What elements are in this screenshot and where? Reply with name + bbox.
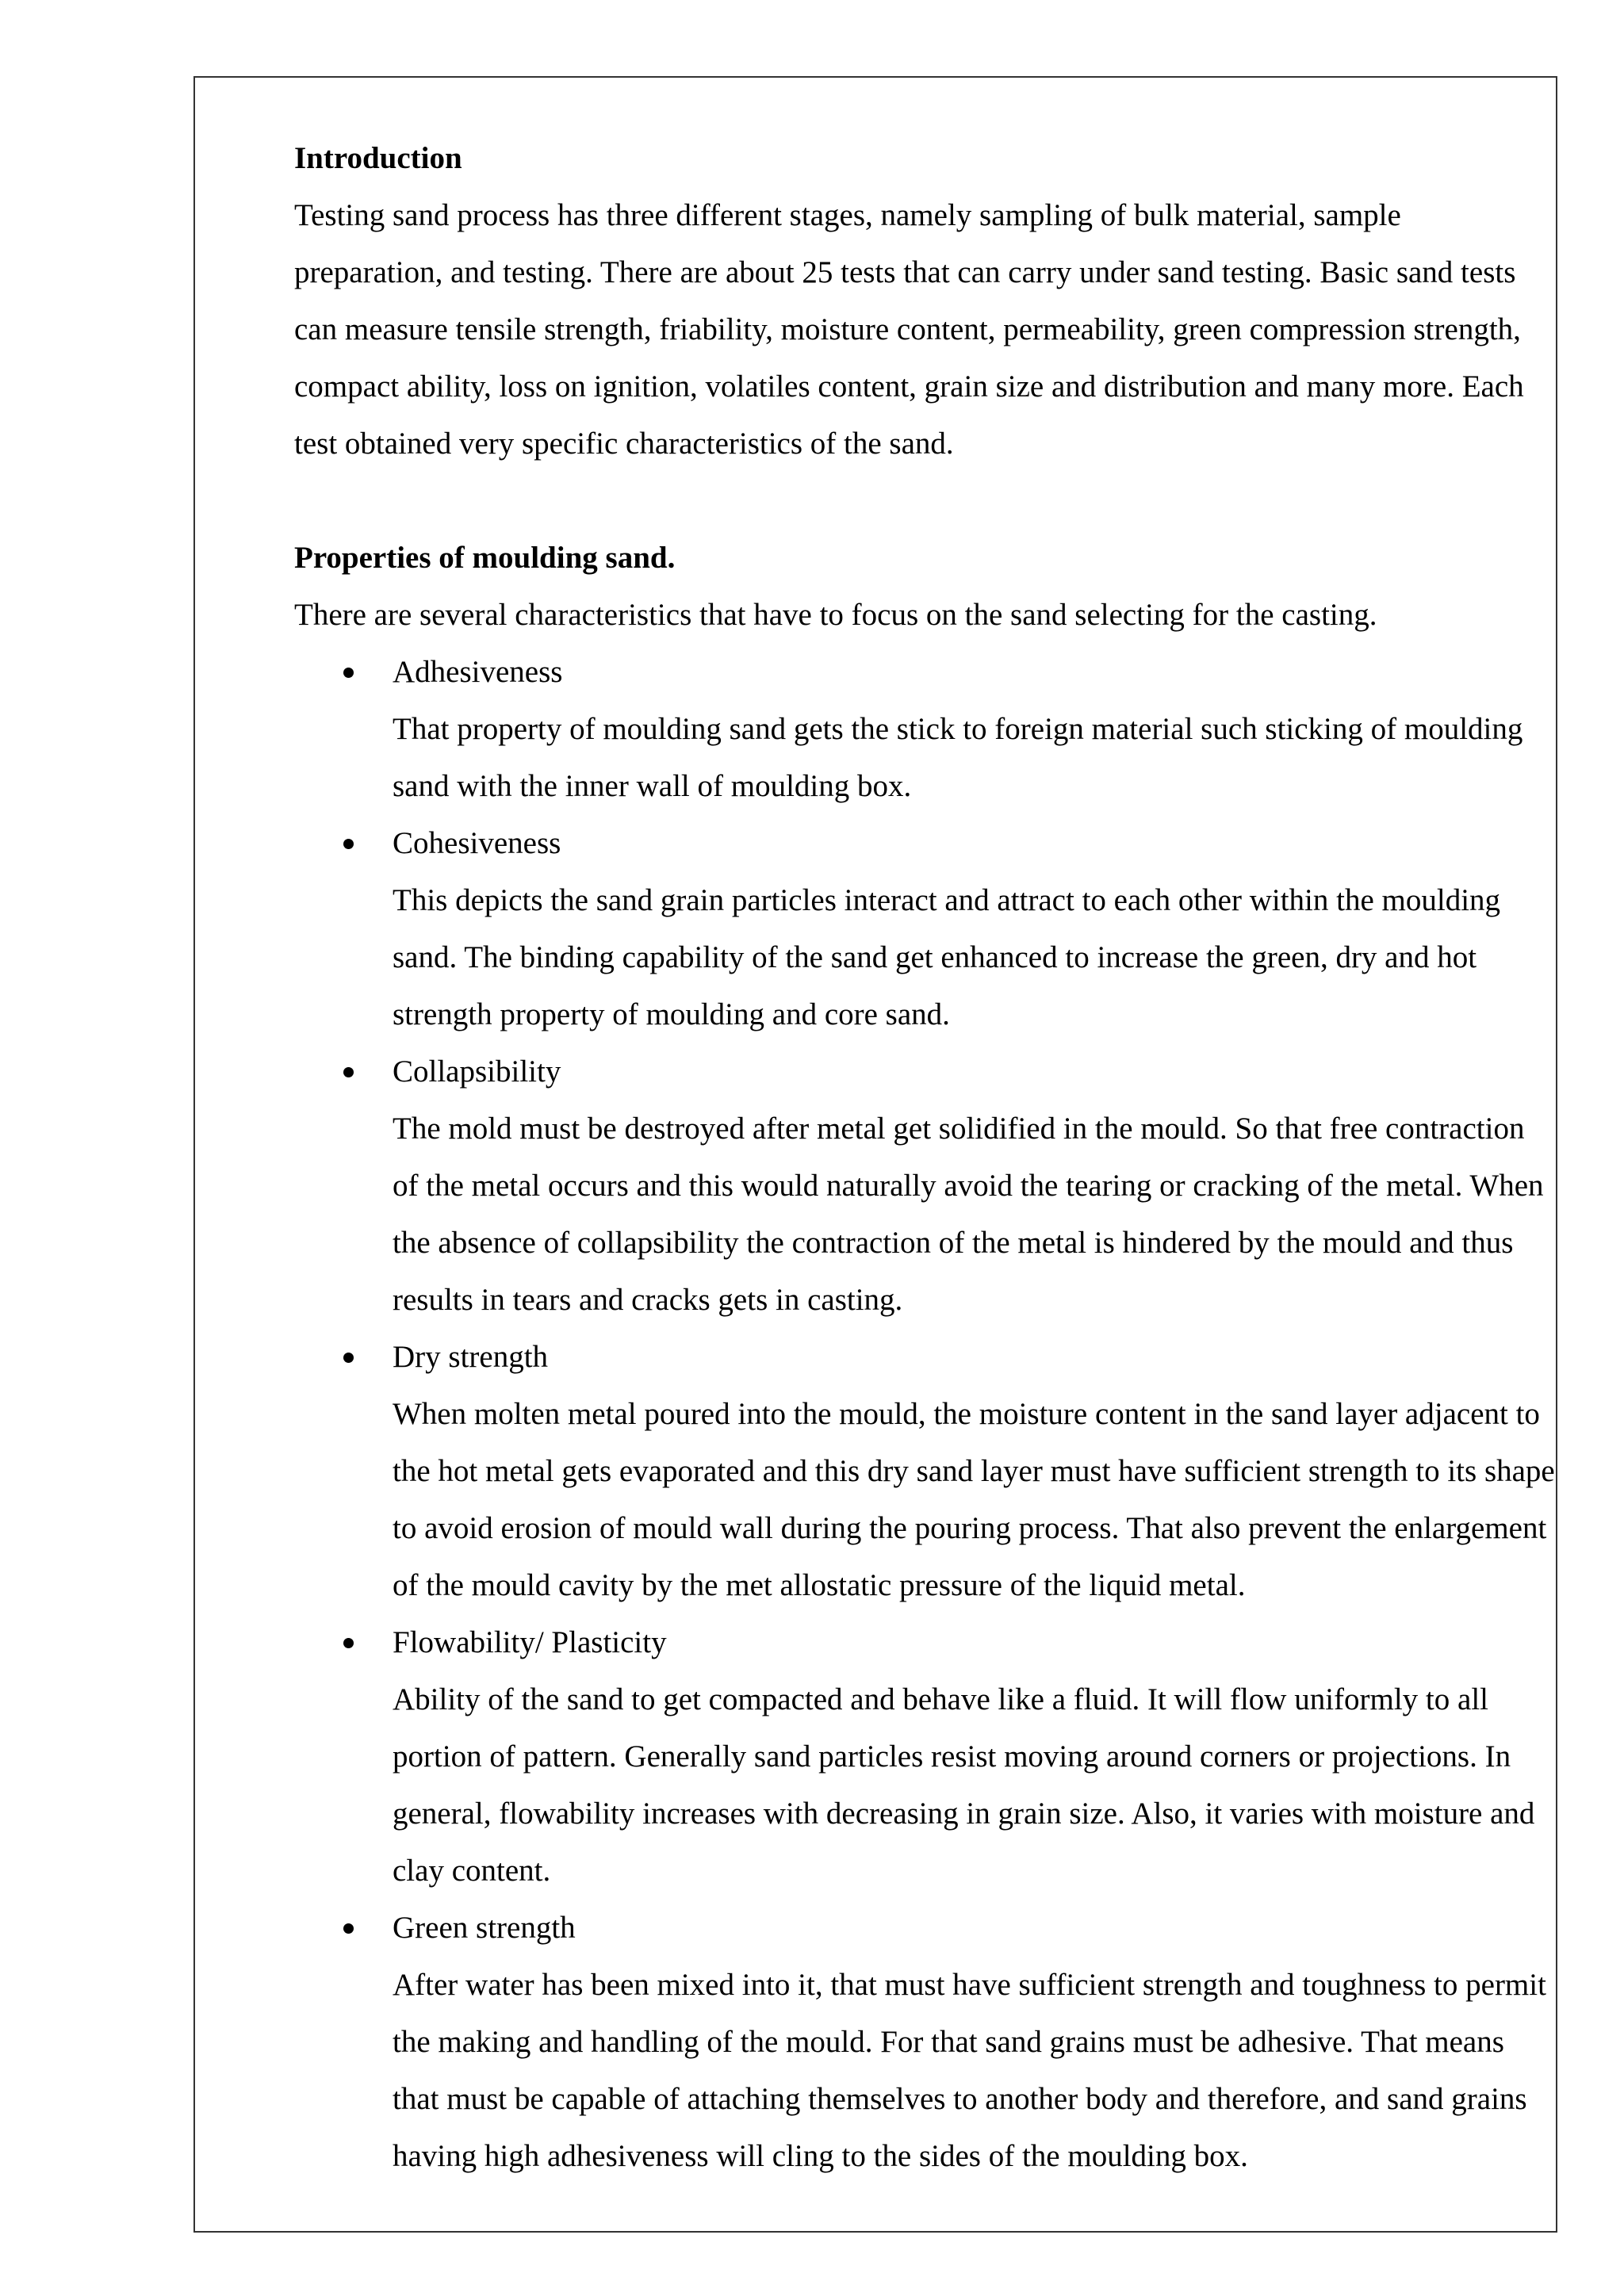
intro-paragraph: Testing sand process has three different stages, namely sampling of bulk material, sample preparation, and testing. There are about 25 tests that can carry under sand testing. Basic sand tests can measure tensile strength, friability, moisture content, permeability, green compression strength, compact ability, loss on ignition, volatiles content, grain size and distribution and many more. Each test obtained very specific characteristics of the sand. — [294, 198, 1524, 461]
properties-heading: Properties of moulding sand. — [294, 541, 676, 575]
property-description: That property of moulding sand gets the stick to foreign material such sticking of moulding sand with the inner wall of moulding box. — [393, 712, 1523, 803]
property-title: Adhesiveness — [393, 655, 563, 689]
property-description: Ability of the sand to get compacted and behave like a fluid. It will flow uniformly to all portion of pattern. Generally sand particles resist moving around corners or projections. In general, flowability increases with decreasing in grain size. Also, it varies with moisture and clay content. — [393, 1682, 1535, 1888]
property-title: Dry strength — [393, 1340, 549, 1374]
list-item — [294, 1900, 1557, 2185]
bullet-icon — [343, 1638, 354, 1648]
property-title: Collapsibility — [393, 1054, 561, 1089]
list-item — [294, 1614, 1557, 1900]
list-item — [294, 1043, 1557, 1329]
bullet-icon — [343, 1923, 354, 1934]
property-description: The mold must be destroyed after metal get solidified in the mould. So that free contraction of the metal occurs and this would naturally avoid the tearing or cracking of the metal. When the absence of collapsibility the contraction of the metal is hindered by the mould and thus results in tears and cracks gets in casting. — [393, 1112, 1544, 1317]
property-description: After water has been mixed into it, that must have sufficient strength and toughness to permit the making and handling of the mould. For that sand grains must be adhesive. That means that must be capable of attaching themselves to another body and therefore, and sand grains having high adhesiveness will cling to the sides of the moulding box. — [393, 1968, 1546, 2173]
bullet-icon — [343, 1067, 354, 1077]
list-item — [294, 644, 1557, 815]
list-item — [294, 1329, 1557, 1614]
bullet-icon — [343, 668, 354, 678]
section-spacer — [294, 473, 1557, 530]
property-title: Flowability/ Plasticity — [393, 1625, 667, 1659]
properties-list — [294, 644, 1557, 2185]
property-description: When molten metal poured into the mould, the moisture content in the sand layer adjacent to the hot metal gets evaporated and this dry sand layer must have sufficient strength to its shape to avoid erosion of mould wall during the pouring process. That also prevent the enlargement of the mould cavity by the met allostatic pressure of the liquid metal. — [393, 1397, 1555, 1602]
property-description: This depicts the sand grain particles interact and attract to each other within the moulding sand. The binding capability of the sand get enhanced to increase the green, dry and hot strength property of moulding and core sand. — [393, 883, 1501, 1031]
bullet-icon — [343, 1353, 354, 1363]
bullet-icon — [343, 839, 354, 849]
properties-paragraph: There are several characteristics that have to focus on the sand selecting for the casting. — [294, 598, 1377, 632]
intro-heading: Introduction — [294, 141, 462, 175]
property-title: Green strength — [393, 1911, 576, 1945]
list-item — [294, 815, 1557, 1043]
document-content — [294, 130, 1557, 2185]
property-title: Cohesiveness — [393, 826, 561, 860]
